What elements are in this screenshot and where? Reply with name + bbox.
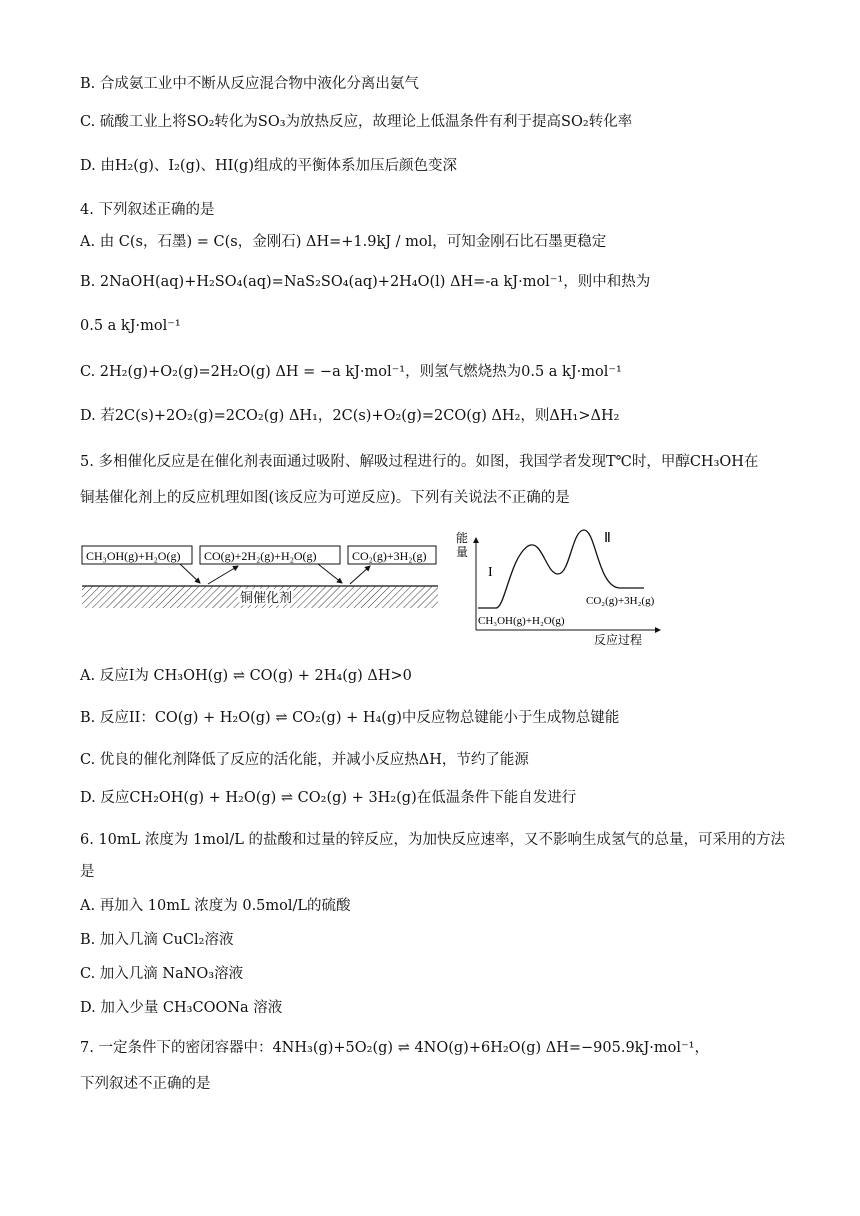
x-axis-label: 反应过程 (594, 633, 643, 646)
option-6b: B. 加入几滴 CuCl₂溶液 (80, 932, 234, 948)
question-6: 6. 10mL 浓度为 1mol/L 的盐酸和过量的锌反应，为加快反应速率，又不影响生成氢气的总量，可采用的方法 (80, 832, 785, 848)
svg-text:CO₂(g)+3H₂(g): CO₂(g)+3H₂(g) (352, 549, 427, 563)
question-7: 7. 一定条件下的密闭容器中：4NH₃(g)+5O₂(g) ⇌ 4NO(g)+6H₂O(g) ΔH=−905.9kJ·mol⁻¹， (80, 1040, 709, 1056)
option-6a: A. 再加入 10mL 浓度为 0.5mol/L的硫酸 (80, 898, 351, 914)
reactant-level-label: CH₃OH(g)+H₂O(g) (478, 615, 565, 627)
question-7-cont: 下列叙述不正确的是 (80, 1076, 211, 1092)
option-4a: A. 由 C(s，石墨) = C(s，金刚石) ΔH=+1.9kJ / mol，可知金刚石比石墨更稳定 (80, 234, 607, 250)
product-level-label: CO₂(g)+3H₂(g) (586, 595, 655, 607)
box-intermediate (200, 546, 340, 564)
option-4c: C. 2H₂(g)+O₂(g)=2H₂O(g) ΔH = −a kJ·mol⁻¹，则氢气燃烧热为0.5 a kJ·mol⁻¹ (80, 364, 622, 380)
box-products (348, 546, 436, 564)
option-4b-cont: 0.5 a kJ·mol⁻¹ (80, 318, 181, 334)
y-axis-label-2: 量 (456, 545, 469, 559)
label-II: Ⅱ (604, 531, 611, 546)
question-5: 5. 多相催化反应是在催化剂表面通过吸附、解吸过程进行的。如图，我国学者发现T℃时，甲醇CH₃OH在 (80, 454, 759, 470)
option-6d: D. 加入少量 CH₃COONa 溶液 (80, 1000, 283, 1016)
option-5b: B. 反应II：CO(g) + H₂O(g) ⇌ CO₂(g) + H₄(g)中反应物总键能小于生成物总键能 (80, 710, 620, 726)
option-3c: C. 硫酸工业上将SO₂转化为SO₃为放热反应，故理论上低温条件有利于提高SO₂转化率 (80, 114, 633, 130)
option-4b: B. 2NaOH(aq)+H₂SO₄(aq)=NaS₂SO₄(aq)+2H₄O(l) ΔH=-a kJ·mol⁻¹，则中和热为 (80, 274, 651, 290)
option-3d: D. 由H₂(g)、I₂(g)、HI(g)组成的平衡体系加压后颜色变深 (80, 158, 457, 174)
option-4d: D. 若2C(s)+2O₂(g)=2CO₂(g) ΔH₁，2C(s)+O₂(g)=2CO(g) ΔH₂，则ΔH₁>ΔH₂ (80, 408, 620, 424)
mechanism-arrows (180, 564, 370, 584)
y-axis-label-1: 能 (456, 531, 469, 545)
option-5d: D. 反应CH₂OH(g) + H₂O(g) ⇌ CO₂(g) + 3H₂(g)在低温条件下能自发进行 (80, 790, 577, 806)
svg-text:CO(g)+2H₂(g)+H₂O(g): CO(g)+2H₂(g)+H₂O(g) (204, 549, 317, 563)
label-I: I (488, 565, 493, 580)
surface-label: 铜催化剂 (240, 590, 293, 605)
catalyst-surface (82, 586, 438, 608)
svg-text:CH₃OH(g)+H₂O(g): CH₃OH(g)+H₂O(g) (86, 549, 181, 563)
option-5a: A. 反应I为 CH₃OH(g) ⇌ CO(g) + 2H₄(g) ΔH>0 (80, 668, 412, 684)
option-6c: C. 加入几滴 NaNO₃溶液 (80, 966, 244, 982)
question-5-cont: 铜基催化剂上的反应机理如图(该反应为可逆反应)。下列有关说法不正确的是 (80, 490, 570, 506)
box-reactants (82, 546, 192, 564)
reaction-mechanism-diagram (80, 528, 800, 646)
question-4: 4. 下列叙述正确的是 (80, 202, 215, 218)
option-5c: C. 优良的催化剂降低了反应的活化能，并减小反应热ΔH，节约了能源 (80, 752, 529, 768)
question-6-cont: 是 (80, 864, 95, 880)
option-3b: B. 合成氨工业中不断从反应混合物中液化分离出氨气 (80, 76, 419, 92)
energy-diagram (456, 530, 660, 646)
